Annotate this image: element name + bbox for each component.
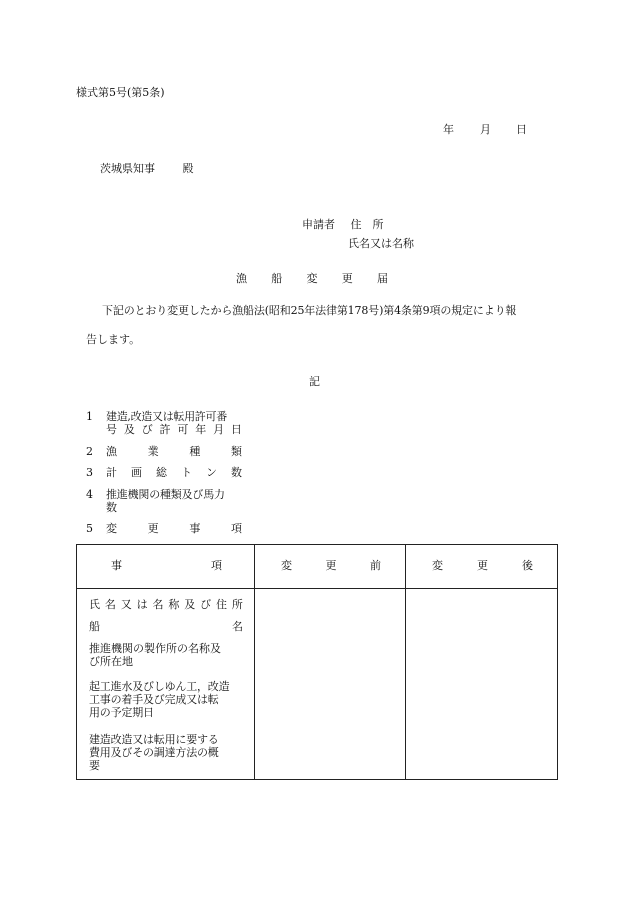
- row-line: 推進機関の製作所の名称及: [89, 642, 221, 655]
- date-day: 日: [516, 123, 527, 136]
- item-char: 変: [106, 522, 117, 535]
- row-char: 住: [216, 598, 227, 611]
- item-number: 5: [86, 522, 93, 535]
- addressee-honorific: 殿: [182, 162, 194, 175]
- date-month: 月: [480, 123, 491, 136]
- date-year: 年: [443, 123, 454, 136]
- applicant-block: [302, 218, 384, 233]
- item-char: 総: [156, 466, 167, 479]
- table-header-row: [77, 545, 558, 589]
- header-char: 項: [211, 559, 222, 573]
- after-values-cell[interactable]: [406, 589, 558, 780]
- item-number: 1: [86, 410, 93, 423]
- header-char: 変: [281, 559, 292, 573]
- row-ship-name: [89, 620, 243, 633]
- ki-heading: 記: [309, 375, 320, 388]
- row-line: 要: [89, 759, 100, 772]
- row-cost: [89, 733, 219, 772]
- item-5-label: [106, 522, 242, 537]
- item-1-line2: [106, 423, 242, 438]
- item-4-line2: 数: [106, 501, 117, 514]
- row-line: 工事の着手及び完成又は転: [89, 693, 219, 706]
- item-char: び: [141, 423, 153, 436]
- header-item: [77, 545, 255, 589]
- title-char: 変: [306, 272, 318, 285]
- row-char: 又: [120, 598, 132, 611]
- row-engine-maker: [89, 642, 221, 668]
- item-char: 可: [177, 423, 189, 436]
- before-values-cell[interactable]: [255, 589, 406, 780]
- title-char: 漁: [236, 272, 247, 285]
- applicant-name: 氏名又は名称: [348, 237, 414, 250]
- item-char: 許: [159, 423, 171, 436]
- item-2-label: [106, 445, 242, 460]
- item-char: 更: [147, 522, 159, 535]
- item-number: 3: [86, 466, 93, 479]
- item-labels-cell: [77, 589, 255, 780]
- row-schedule: [89, 680, 229, 719]
- item-char: 画: [131, 466, 142, 479]
- applicant-address: 住 所: [350, 218, 384, 231]
- row-char: 名: [104, 598, 116, 611]
- item-char: 日: [230, 423, 242, 436]
- header-char: 更: [477, 559, 488, 573]
- body-text-line1: 下記のとおり変更したから漁船法(昭和25年法律第178号)第4条第9項の規定により報: [102, 304, 517, 317]
- item-char: 計: [106, 466, 117, 479]
- item-number: 4: [86, 488, 93, 501]
- row-char: 名: [152, 598, 164, 611]
- table-body-row: [77, 589, 558, 780]
- item-char: 漁: [106, 445, 117, 458]
- header-char: 事: [111, 559, 122, 573]
- header-char: 後: [522, 559, 533, 573]
- item-char: 月: [213, 423, 225, 436]
- row-char: は: [136, 598, 148, 611]
- row-char: 船: [89, 620, 100, 633]
- item-char: 及: [123, 423, 135, 436]
- row-char: 所: [231, 598, 243, 611]
- document-title: [236, 272, 388, 287]
- row-line: び所在地: [89, 655, 133, 668]
- item-char: 数: [231, 466, 242, 479]
- addressee: [100, 162, 194, 177]
- header-char: 前: [370, 559, 381, 573]
- row-char: び: [200, 598, 212, 611]
- title-char: 船: [271, 272, 283, 285]
- header-before: [255, 545, 406, 589]
- item-3-label: [106, 466, 242, 481]
- addressee-name: 茨城県知事: [100, 162, 155, 175]
- header-char: 更: [325, 559, 337, 573]
- item-char: 項: [230, 522, 242, 535]
- row-char: 氏: [89, 598, 100, 611]
- item-char: 号: [106, 423, 117, 436]
- applicant-label: 申請者: [302, 218, 335, 231]
- item-char: ト: [181, 466, 192, 479]
- change-table: [76, 544, 558, 780]
- item-char: 類: [230, 445, 242, 458]
- row-owner-name-address: [89, 598, 243, 611]
- body-text-line2: 告します。: [86, 333, 141, 346]
- header-char: 変: [432, 559, 443, 573]
- row-line: 用の予定期日: [89, 706, 154, 719]
- row-char: 称: [168, 598, 180, 611]
- row-line: 建造改造又は転用に要する: [89, 733, 219, 746]
- item-char: 年: [195, 423, 207, 436]
- form-number-label: 様式第5号(第5条): [76, 86, 165, 99]
- item-char: 業: [147, 445, 159, 458]
- item-char: 事: [189, 522, 201, 535]
- title-char: 更: [341, 272, 353, 285]
- item-char: ン: [206, 466, 217, 479]
- item-4-line1: 推進機関の種類及び馬力: [106, 488, 225, 501]
- title-char: 届: [377, 272, 388, 285]
- row-char: 及: [184, 598, 196, 611]
- item-char: 種: [189, 445, 201, 458]
- item-1-line1: 建造,改造又は転用許可番: [106, 410, 227, 423]
- item-number: 2: [86, 445, 93, 458]
- row-char: 名: [232, 620, 243, 633]
- header-after: [406, 545, 558, 589]
- row-line: 費用及びその調達方法の概: [89, 746, 219, 759]
- row-line: 起工進水及びしゆん工，改造: [89, 680, 230, 693]
